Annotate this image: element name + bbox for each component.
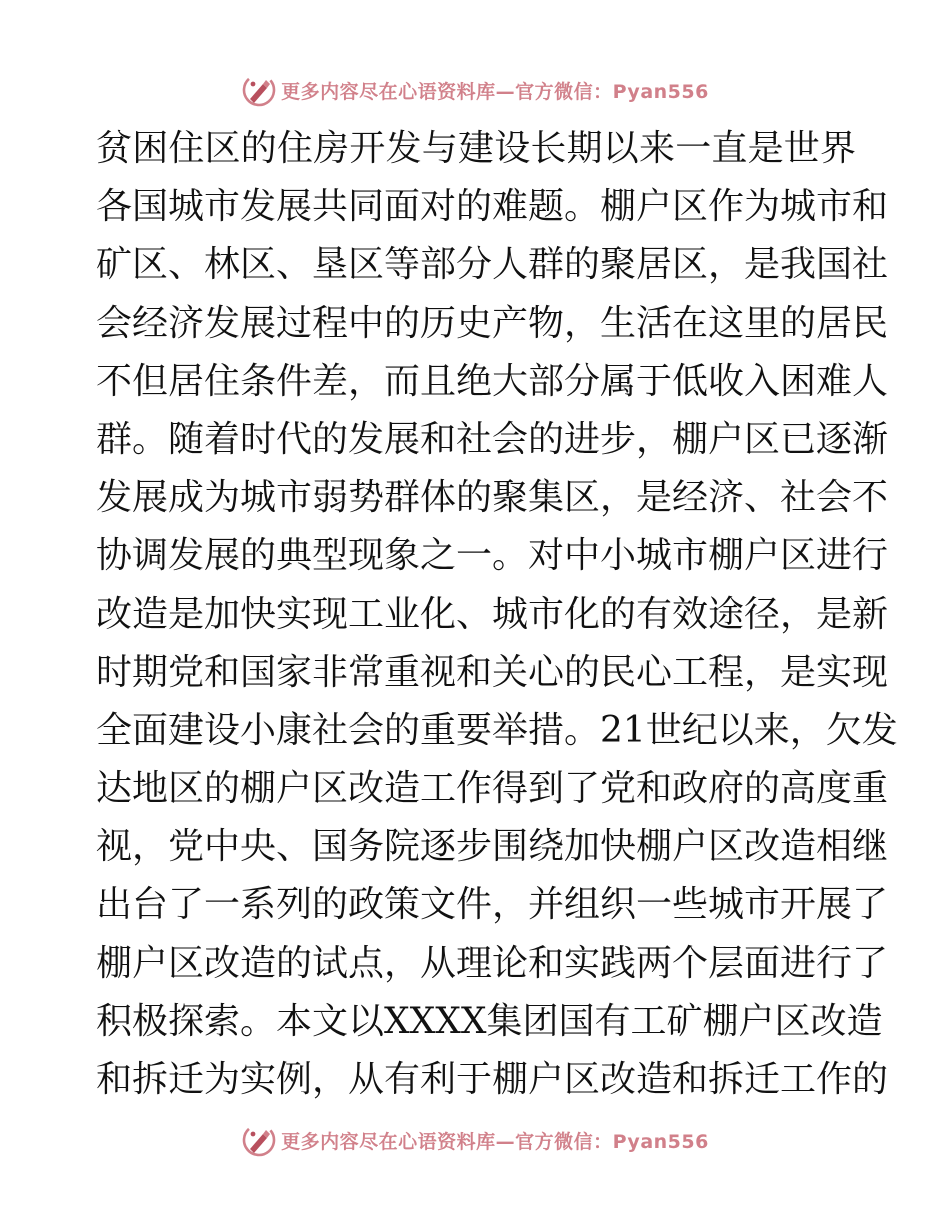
text-line: 发展成为城市弱势群体的聚集区，是经济、社会不 [96, 477, 889, 519]
text-line: 视，党中央、国务院逐步围绕加快棚户区改造相继 [96, 826, 889, 868]
text-line: 群。随着时代的发展和社会的进步，棚户区已逐渐 [96, 418, 889, 460]
text-line: 积极探索。本文以XXXX集团国有工矿棚户区改造 [96, 1000, 883, 1042]
text-line: 和拆迁为实例，从有利于棚户区改造和拆迁工作的 [96, 1059, 889, 1100]
text-line: 贫困住区的住房开发与建设长期以来一直是世界 [96, 128, 856, 169]
document-body [96, 120, 898, 1109]
footer-watermark [0, 1120, 950, 1160]
header-watermark [0, 70, 950, 110]
watermark-text: 更多内容尽在心语资料库—官方微信：Pyan556 [281, 1130, 709, 1153]
text-line: 时期党和国家非常重视和关心的民心工程，是实现 [96, 651, 889, 693]
watermark-text: 更多内容尽在心语资料库—官方微信：Pyan556 [281, 80, 709, 103]
text-line: 协调发展的典型现象之一。对中小城市棚户区进行 [96, 535, 889, 577]
text-line: 各国城市发展共同面对的难题。棚户区作为城市和 [96, 186, 889, 228]
text-line: 全面建设小康社会的重要举措。21世纪以来，欠发 [96, 709, 898, 751]
pen-logo-icon [241, 1122, 277, 1158]
text-line: 出台了一系列的政策文件，并组织一些城市开展了 [96, 884, 889, 926]
text-line: 达地区的棚户区改造工作得到了党和政府的高度重 [96, 768, 889, 810]
text-line: 矿区、林区、垦区等部分人群的聚居区，是我国社 [96, 244, 889, 286]
text-line: 棚户区改造的试点，从理论和实践两个层面进行了 [96, 942, 889, 984]
text-line: 会经济发展过程中的历史产物，生活在这里的居民 [96, 302, 889, 344]
text-line: 不但居住条件差，而且绝大部分属于低收入困难人 [96, 360, 889, 402]
text-line: 改造是加快实现工业化、城市化的有效途径，是新 [96, 593, 889, 635]
pen-logo-icon [241, 72, 277, 108]
